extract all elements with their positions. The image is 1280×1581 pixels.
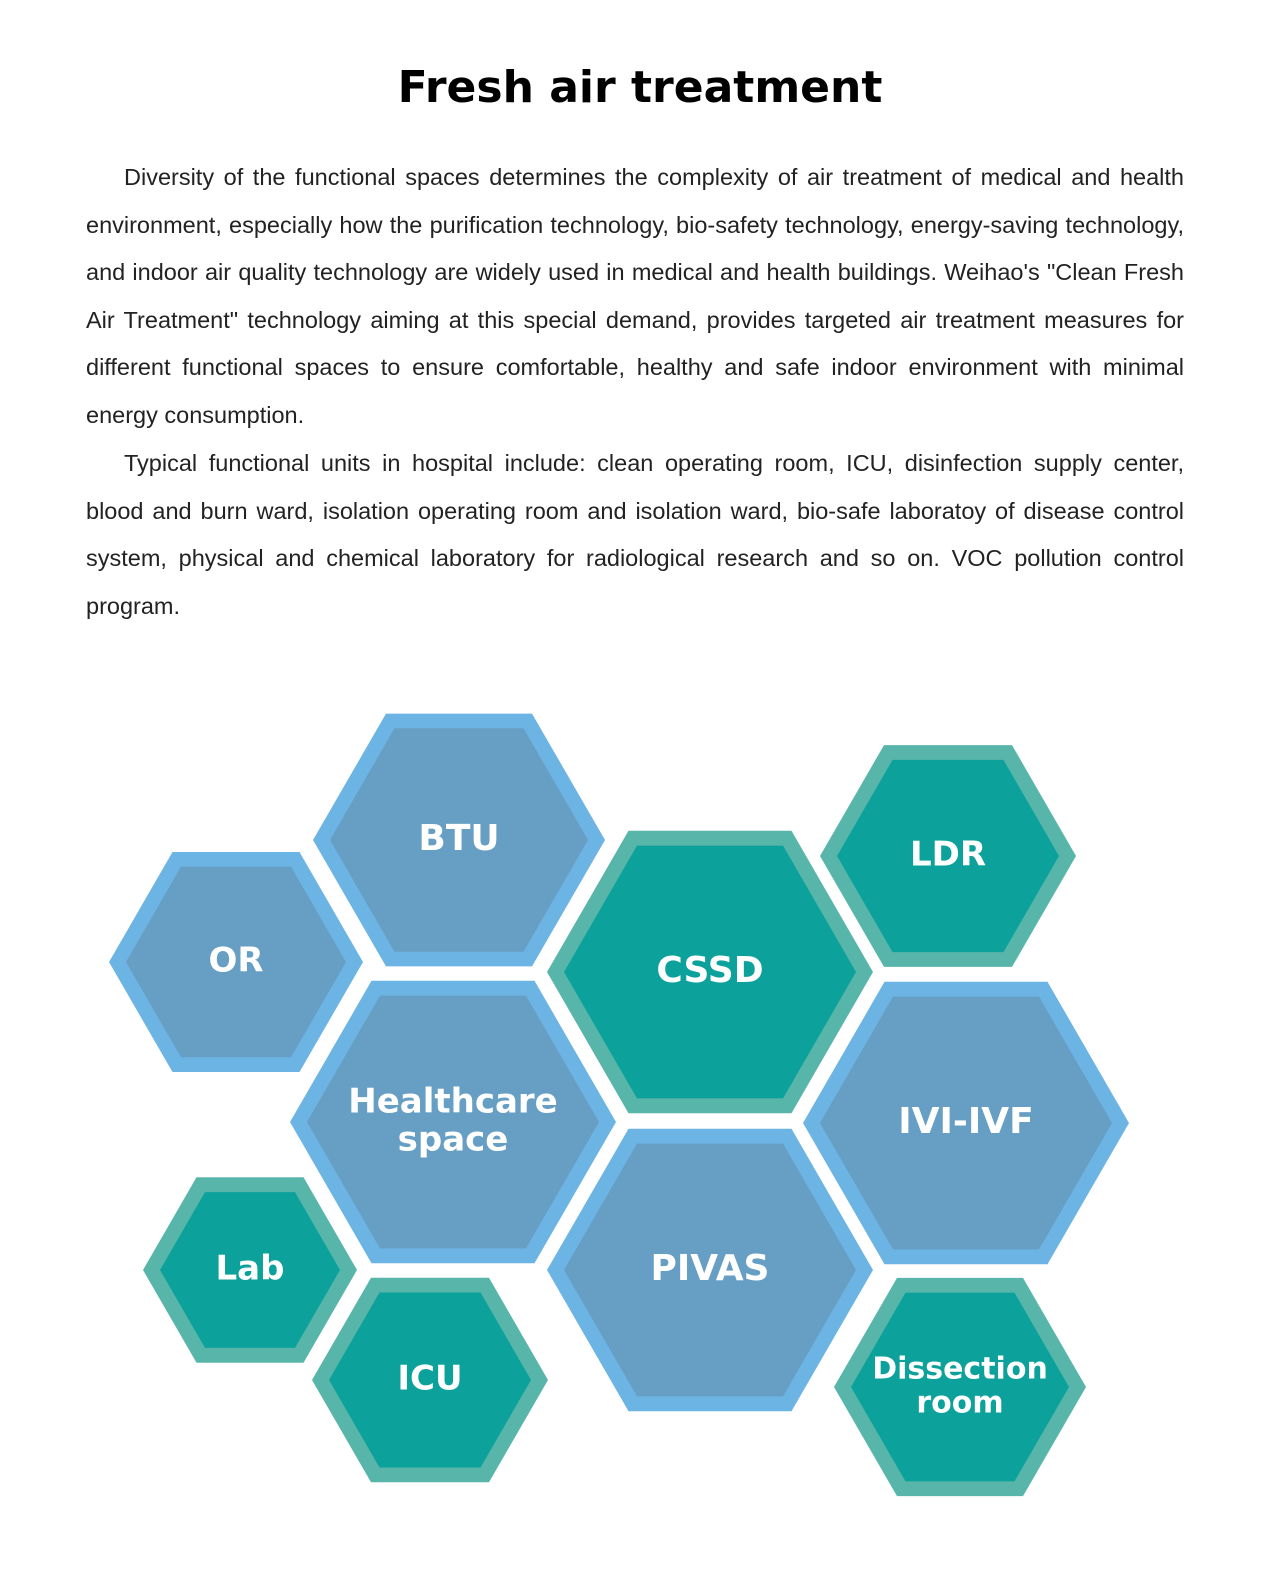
intro-paragraph-1: Diversity of the functional spaces determines the complexity of air treatment of medical and health environment, especially how the purification technology, bio-safety technology, energy-saving technology, and indoor air quality technology are widely used in medical and health buildings. Weihao's "Clean Fresh Air Treatment" technology aiming at this special demand, provides targeted air treatment measures for different functional spaces to ensure comfortable, healthy and safe indoor environment with minimal energy consumption. — [86, 164, 1184, 428]
hexagon-ivi-ivf — [803, 982, 1129, 1264]
hexagon-pivas — [547, 1129, 873, 1411]
hexagon-or — [109, 852, 363, 1072]
functional-spaces-diagram — [0, 690, 1280, 1520]
hexagon-label: CSSD — [656, 950, 764, 991]
hexagon-cluster — [0, 690, 1280, 1520]
hexagon-label: Healthcare — [348, 1081, 558, 1122]
hexagon-cssd — [547, 831, 873, 1113]
page-title: Fresh air treatment — [397, 62, 883, 113]
hexagon-icu — [312, 1278, 548, 1482]
hexagon-label: Lab — [215, 1248, 285, 1289]
hexagon-label: PIVAS — [650, 1248, 770, 1289]
hexagon-label: OR — [208, 940, 264, 981]
hexagon-label: IVI-IVF — [898, 1101, 1034, 1142]
hexagon-btu — [313, 714, 605, 967]
hexagon-ldr — [820, 745, 1076, 967]
hexagon-dissection-room — [834, 1278, 1086, 1496]
hexagon-label: room — [916, 1385, 1004, 1421]
hexagon-label: BTU — [418, 818, 500, 859]
hexagon-label: ICU — [397, 1358, 463, 1399]
hexagon-healthcare-space — [290, 981, 616, 1263]
hexagon-label: Dissection — [872, 1351, 1048, 1387]
hexagon-label: LDR — [909, 834, 987, 875]
hexagon-label: space — [397, 1119, 509, 1160]
hexagon-lab — [143, 1177, 357, 1362]
intro-paragraph-2: Typical functional units in hospital include: clean operating room, ICU, disinfection supply center, blood and burn ward, isolation operating room and isolation ward, bio-safe laboratoy of disease control system, physical and chemical laboratory for radiological research and so on. VOC pollution control program. — [86, 450, 1184, 619]
